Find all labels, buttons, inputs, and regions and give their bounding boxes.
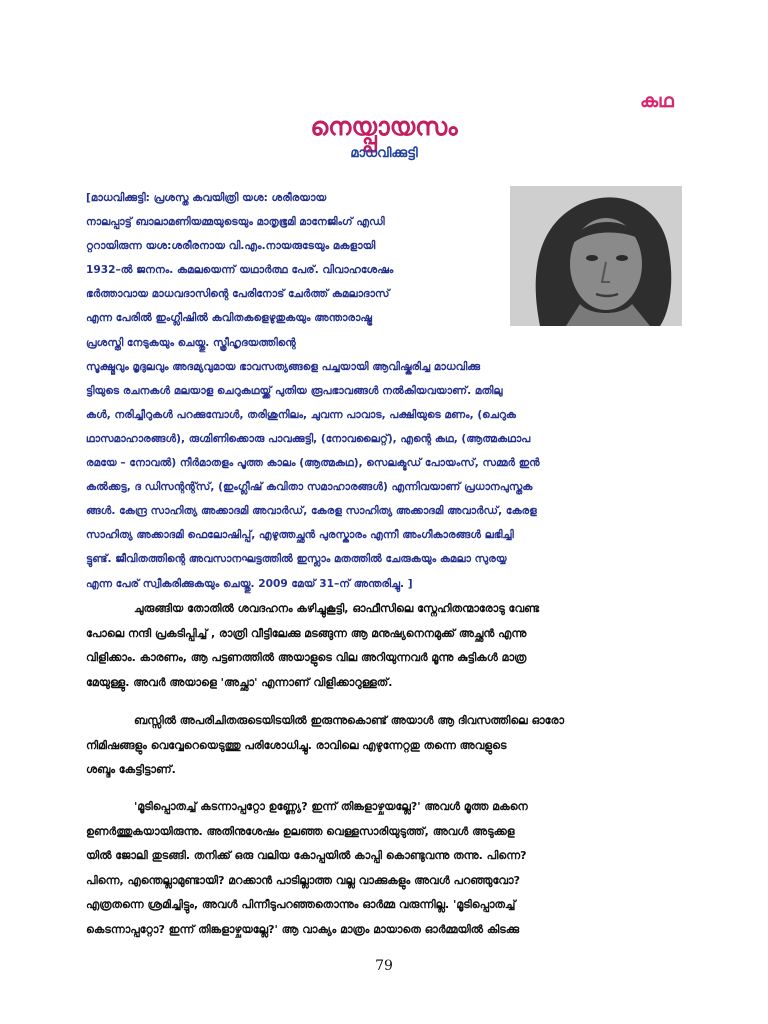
- paragraph-line: ഉണർത്തുകയായിരുന്നു. അതിനുശേഷം ഉലഞ്ഞ വെള്ളസാരിയുടുത്ത്, അവൾ അടുക്കള: [86, 824, 515, 838]
- story-paragraph: [86, 709, 682, 783]
- paragraph-line: ബസ്സിൽ അപരിചിതരുടെയിടയിൽ ഇരുന്നുകൊണ്ട് അയാൾ ആ ദിവസത്തിലെ ഓരോ: [134, 714, 565, 727]
- paragraph-line: ചുരുങ്ങിയ തോതിൽ ശവദഹനം കഴിച്ചുകൂട്ടി, ഓഫീസിലെ സ്നേഹിതന്മാരോടു വേണ്ട: [134, 602, 539, 615]
- bio-line: ങ്ങൾ. കേന്ദ്ര സാഹിത്യ അക്കാദമി അവാർഡ്, കേരള സാഹിത്യ അക്കാദമി അവാർഡ്, കേരള: [86, 505, 537, 518]
- paragraph-line: കെടന്നാപ്പറ്റോ? ഇന്ന് തിങ്കളാഴ്ചയല്ലേ?' ആ വാക്യം മാത്രം മായാതെ ഓർമ്മയിൽ കിടക്കു: [86, 922, 520, 936]
- paragraph-line: പോലെ നന്ദി പ്രകടിപ്പിച്ച് , രാത്രി വീട്ടിലേക്കു മടങ്ങുന്ന ആ മനുഷ്യനെനമുക്ക് അച്ഛൻ എന്നു: [86, 626, 527, 640]
- paragraph-line: എത്രതന്നെ ശ്രമിച്ചിട്ടും, അവൾ പിന്നീടുപറഞ്ഞതൊന്നും ഓർമ്മ വരുന്നില്ല. 'മൂടിപ്പൊതച്ച്: [86, 898, 516, 912]
- bio-line: എന്ന പേരിൽ ഇംഗ്ലീഷിൽ കവിതകളെഴുതുകയും അന്താരാഷ്ട്ര: [86, 312, 373, 325]
- bio-line: ട്ടുണ്ട്. ജീവിതത്തിന്റെ അവസാനഘട്ടത്തിൽ ഇസ്ലാം മതത്തിൽ ചേരുകയും കമലാ സുരയ്യ: [86, 553, 507, 566]
- paragraph-line: പിന്നെ, എന്തെല്ലാമുണ്ടായി? മറക്കാൻ പാടില്ലാത്ത വല്ല വാക്കുകളും അവൾ പറഞ്ഞുവോ?: [86, 873, 520, 887]
- bio-line: പ്രശസ്തി നേടുകയും ചെയ്തു. സ്ത്രീഹൃദയത്തിന്റെ: [86, 336, 296, 349]
- author-name: മാധവിക്കുട്ടി: [350, 146, 418, 161]
- bio-line: സാഹിത്യ അക്കാദമി ഫെലോഷിപ്പ്, എഴുത്തച്ഛൻ പുരസ്കാരം എന്നീ അംഗീകാരങ്ങൾ ലഭിച്ചി: [86, 529, 514, 542]
- bio-line: എന്ന പേര് സ്വീകരിക്കുകയും ചെയ്തു. 2009 മേയ് 31–ന് അന്തരിച്ചു. ]: [86, 577, 413, 590]
- bio-line: ഥാസമാഹാരങ്ങൾ), രുഗ്മിണിക്കൊരു പാവക്കുട്ടി, (നോവലൈറ്റ്), എന്റെ കഥ, (ആത്മകഥാപ: [86, 432, 531, 445]
- bio-line: സൂക്ഷ്മവും മൃദുലവും അദമ്യവുമായ ഭാവസത്യങ്ങളെ പച്ചയായി ആവിഷ്കരിച്ച മാധവിക്കു: [86, 360, 481, 373]
- bio-line: കൽക്കട്ട, ദ ഡിസന്റന്റ്സ്, (ഇംഗ്ലീഷ് കവിതാ സമാഹാരങ്ങൾ) എന്നിവയാണ് പ്രധാനപുസ്തക: [86, 481, 533, 494]
- author-bio: [86, 186, 682, 596]
- paragraph-line: 'മൂടിപ്പൊതച്ച് കടന്നാപ്പറ്റോ ഉണ്ണ്യേ? ഇന്ന് തിങ്കളാഴ്ചയല്ലേ?' അവൾ മൂത്ത മകനെ: [134, 800, 528, 813]
- bio-line: നാലപ്പാട്ട് ബാലാമണിയമ്മയുടെയും മാതൃഭൂമി മാനേജിംഗ് എഡി: [86, 216, 385, 229]
- bio-line: [മാധവിക്കുട്ടി: പ്രശസ്ത കവയിത്രി യശ: ശരീരയായ: [86, 192, 327, 204]
- paragraph-line: ശബ്ദം കേട്ടിട്ടാണ്.: [86, 763, 176, 777]
- paragraph-line: മേയുള്ളു. അവർ അയാളെ 'അച്ഛാ' എന്നാണ് വിളിക്കാറുള്ളത്.: [86, 675, 393, 689]
- bio-line: കൾ, നരിച്ചീറുകൾ പറക്കുമ്പോൾ, തരിശുനിലം, ചുവന്ന പാവാട, പക്ഷിയുടെ മണം, (ചെറുക: [86, 408, 517, 421]
- story-paragraph: [86, 597, 682, 695]
- section-label: കഥ: [640, 90, 674, 112]
- bio-line: ഭർത്താവായ മാധവദാസിന്റെ പേരിനോട് ചേർത്ത് കമലാദാസ്: [86, 288, 390, 301]
- story-title: നെയ്പ്പായസം: [310, 112, 458, 141]
- paragraph-line: വിളിക്കാം. കാരണം, ആ പട്ടണത്തിൽ അയാളുടെ വില അറിയുന്നവർ മൂന്നു കുട്ടികൾ മാത്ര: [86, 651, 527, 665]
- page-number: 79: [375, 958, 393, 974]
- paragraph-line: നിമിഷങ്ങളും വെവ്വേറെയെടുത്തു പരിശോധിച്ചു. രാവിലെ എഴുന്നേറ്റതു തന്നെ അവളുടെ: [86, 738, 507, 752]
- paragraph-line: യിൽ ജോലി തുടങ്ങി. തനിക്ക് ഒരു വലിയ കോപ്പയിൽ കാപ്പി കൊണ്ടുവന്നു തന്നു. പിന്നെ?: [86, 849, 527, 863]
- bio-line: റ്ററായിരുന്ന യശ:ശരീരനായ വി.എം.നായരുടേയും മകളായി: [86, 240, 376, 253]
- bio-line: 1932–ൽ ജനനം. കമലയെന്ന് യഥാർത്ഥ പേര്. വിവാഹശേഷം: [86, 264, 394, 277]
- bio-line: രമയേ – നോവൽ) നീർമാതളം പൂത്ത കാലം (ആത്മകഥ), സെലക്ടഡ് പോയംസ്, സമ്മർ ഇൻ: [86, 457, 540, 470]
- bio-line: ട്ടിയുടെ രചനകൾ മലയാള ചെറുകഥയ്ക്ക് പുതിയ രൂപഭാവങ്ങൾ നൽകിയവയാണ്. മതിലു: [86, 384, 503, 397]
- story-paragraph: [86, 795, 682, 943]
